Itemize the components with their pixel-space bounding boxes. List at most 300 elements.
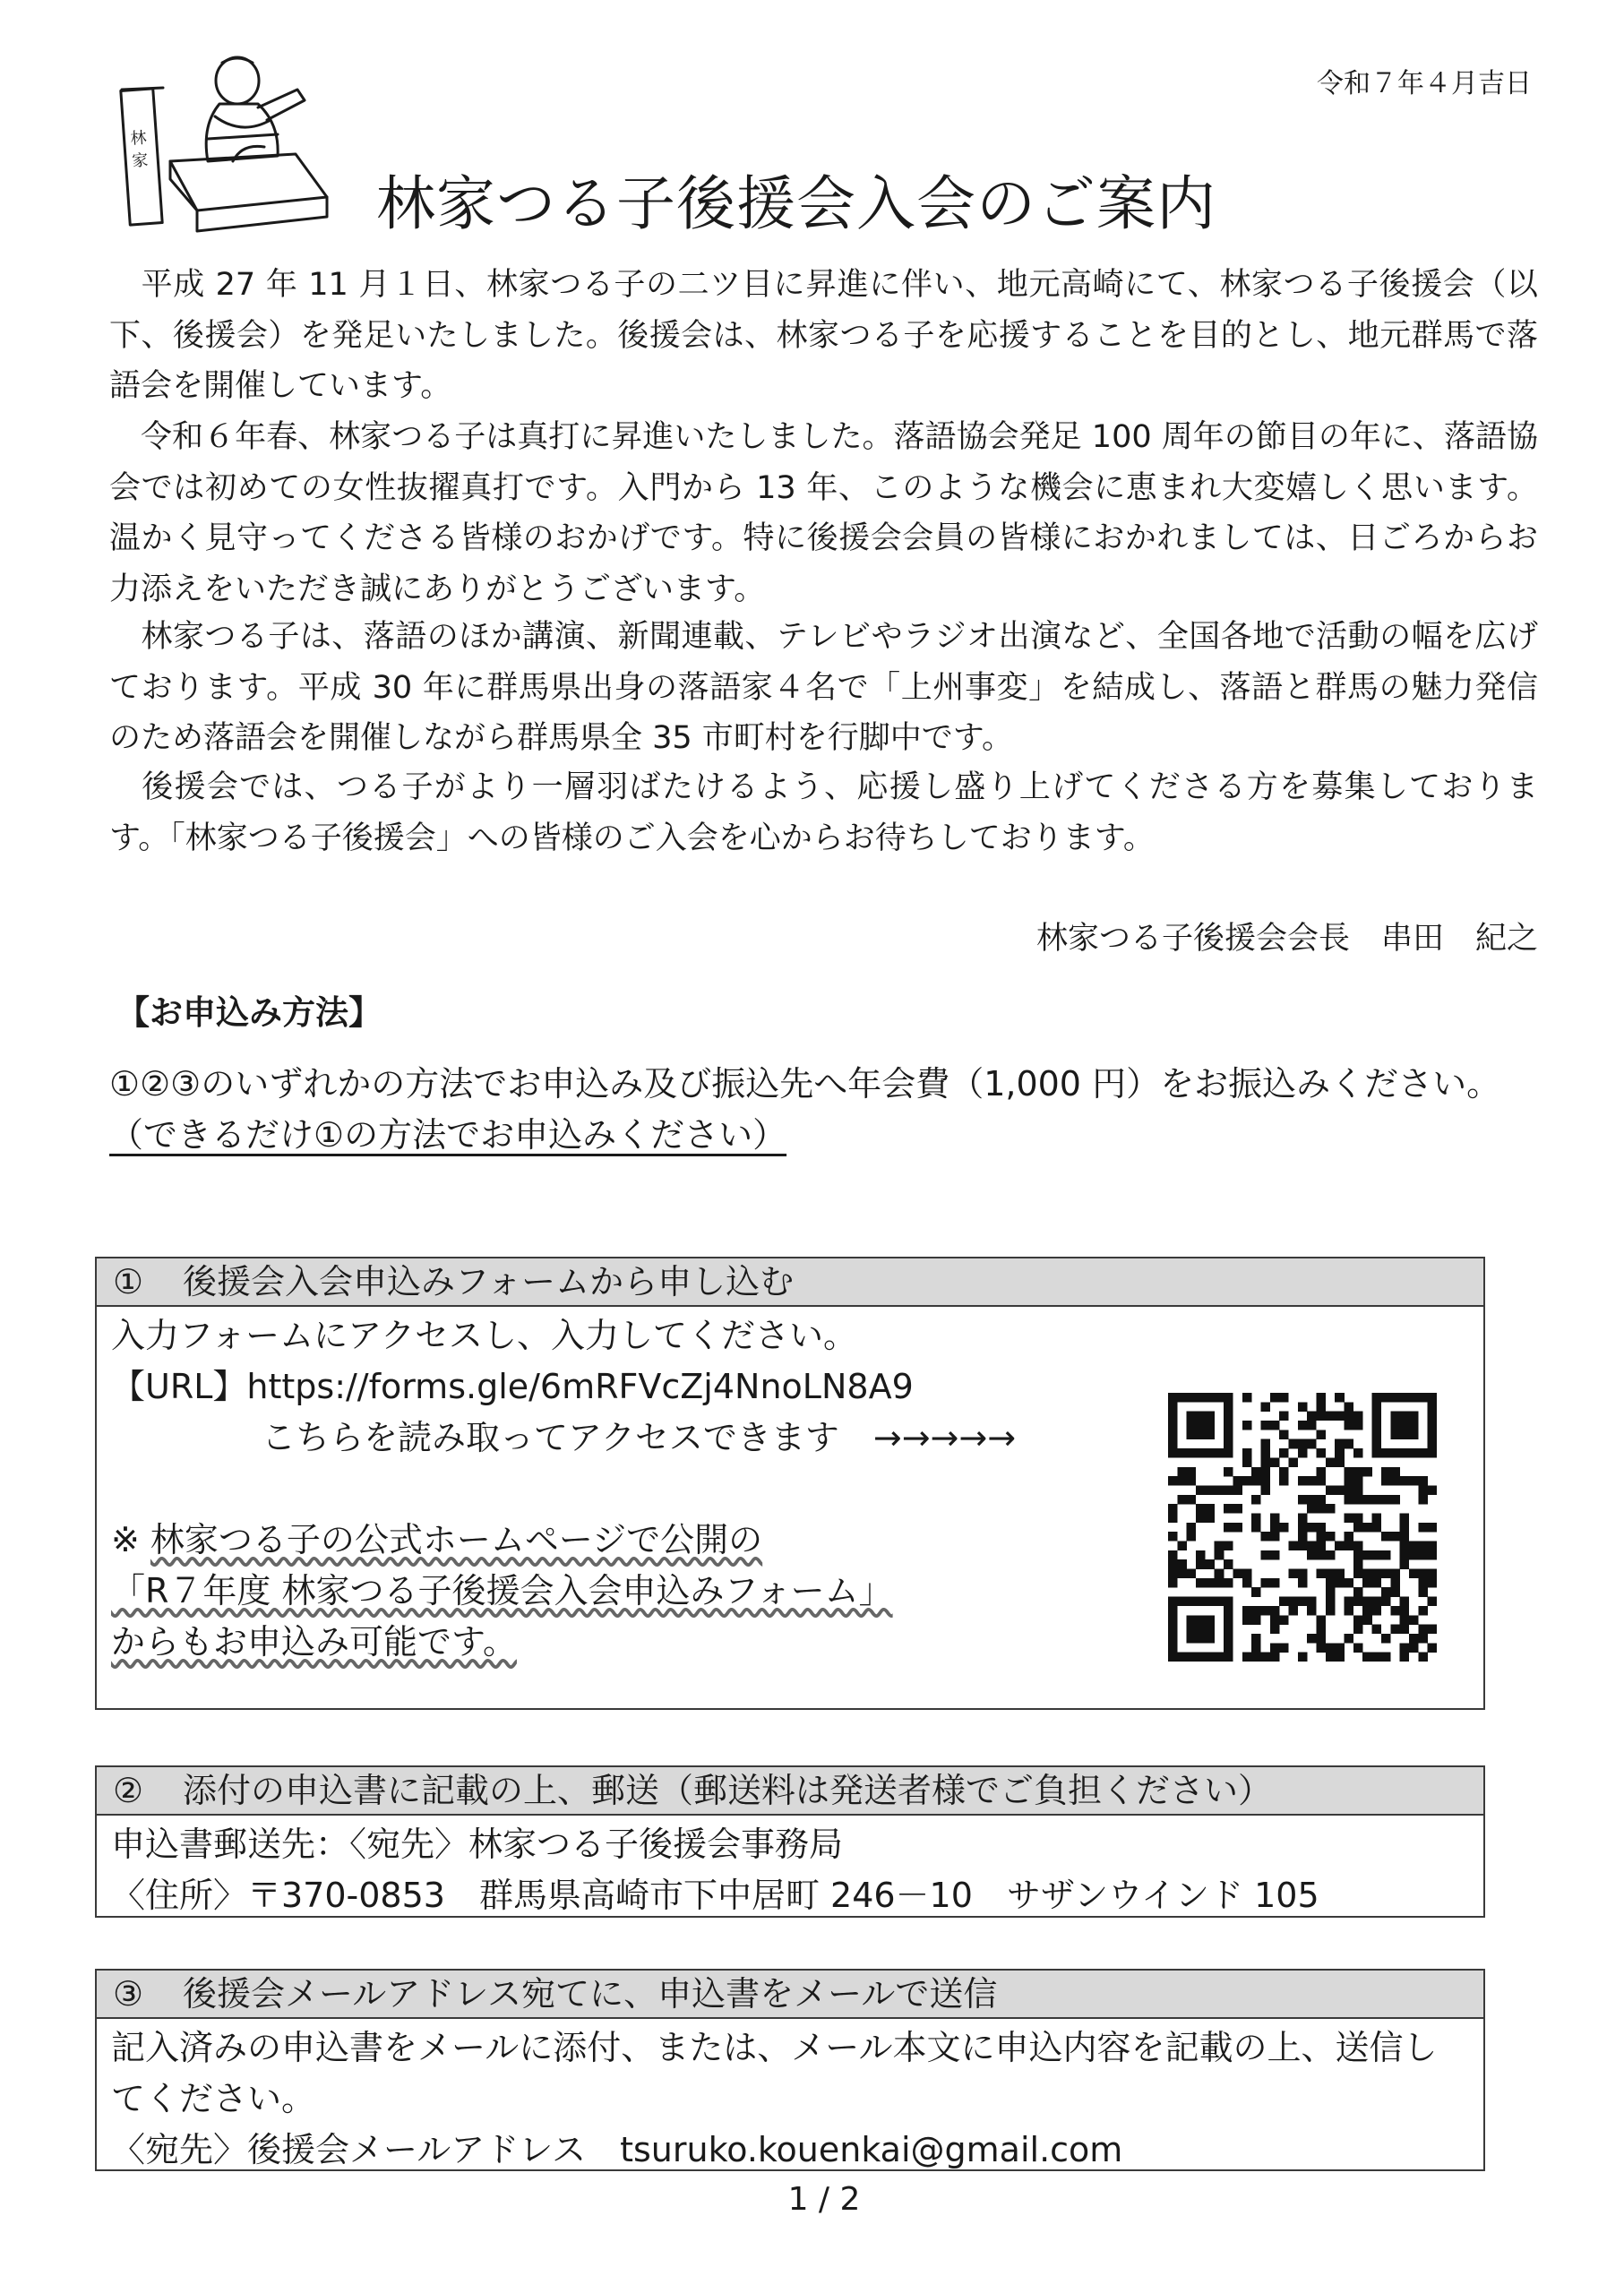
qr-module <box>1372 1653 1382 1662</box>
qr-module <box>1353 1569 1363 1579</box>
qr-module <box>1298 1569 1308 1579</box>
qr-module <box>1224 1542 1233 1551</box>
qr-module <box>1372 1550 1382 1560</box>
qr-module <box>1418 1606 1428 1616</box>
qr-module <box>1279 1643 1289 1653</box>
qr-module <box>1353 1643 1363 1653</box>
qr-module <box>1307 1504 1317 1514</box>
qr-module <box>1288 1569 1298 1579</box>
qr-module <box>1400 1625 1410 1635</box>
qr-module <box>1187 1430 1197 1439</box>
qr-module <box>1317 1523 1327 1533</box>
intro-paragraph-2: 令和６年春、林家つる子は真打に昇進いたしました。落語協会発足 100 周年の節目の年に、落語協会では初めての女性抜擢真打です。入門から 13 年、このような機会に恵まれ大変嬉しく思います。温かく見守ってくださる皆様のおかげです。特に後援会会員の皆様におかれましては、日ごろからお力添えをいただき誠にありがとうございます。 <box>109 419 1538 607</box>
qr-module <box>1390 1467 1400 1477</box>
application-intro-note: （できるだけ①の方法でお申込みください） <box>109 1115 787 1155</box>
qr-module <box>1205 1578 1215 1588</box>
method-2-box <box>95 1765 1485 1918</box>
qr-module <box>1187 1569 1197 1579</box>
qr-module <box>1362 1606 1372 1616</box>
qr-module <box>1270 1523 1280 1533</box>
qr-module <box>1317 1495 1327 1505</box>
qr-module <box>1251 1643 1261 1653</box>
form-url-link[interactable]: https://forms.gle/6mRFVcZj4NnoLN8A9 <box>246 1367 914 1406</box>
qr-module <box>1409 1643 1419 1653</box>
qr-module <box>1317 1402 1327 1412</box>
qr-module <box>1242 1421 1252 1430</box>
qr-module <box>1196 1421 1206 1430</box>
qr-module <box>1345 1542 1354 1551</box>
qr-module <box>1224 1485 1233 1495</box>
qr-module <box>1168 1430 1178 1439</box>
qr-module <box>1400 1559 1410 1569</box>
qr-module <box>1335 1457 1345 1467</box>
qr-module <box>1362 1597 1372 1607</box>
qr-module <box>1428 1597 1437 1607</box>
qr-module <box>1317 1448 1327 1458</box>
qr-module <box>1187 1634 1197 1644</box>
qr-module <box>1224 1412 1233 1421</box>
qr-module <box>1196 1430 1206 1439</box>
qr-module <box>1418 1495 1428 1505</box>
qr-module <box>1390 1625 1400 1635</box>
qr-module <box>1372 1393 1382 1403</box>
qr-module <box>1345 1421 1354 1430</box>
qr-module <box>1381 1476 1391 1486</box>
qr-module <box>1353 1542 1363 1551</box>
qr-module <box>1260 1606 1270 1616</box>
qr-module <box>1205 1597 1215 1607</box>
qr-module <box>1260 1448 1270 1458</box>
qr-module <box>1270 1393 1280 1403</box>
method-3-title: 後援会メールアドレス宛てに、申込書をメールで送信 <box>183 1974 998 2014</box>
qr-module <box>1205 1448 1215 1458</box>
qr-module <box>1400 1513 1410 1523</box>
qr-module <box>1400 1393 1410 1403</box>
qr-module <box>1177 1653 1187 1662</box>
qr-module <box>1205 1430 1215 1439</box>
qr-module <box>1428 1625 1437 1635</box>
qr-module <box>1168 1421 1178 1430</box>
qr-module <box>1168 1615 1178 1625</box>
qr-module <box>1224 1625 1233 1635</box>
qr-module <box>1177 1393 1187 1403</box>
qr-module <box>1260 1402 1270 1412</box>
qr-module <box>1242 1457 1252 1467</box>
qr-module <box>1390 1412 1400 1421</box>
qr-module <box>1390 1587 1400 1597</box>
qr-module <box>1381 1569 1391 1579</box>
qr-module <box>1418 1550 1428 1560</box>
qr-module <box>1279 1430 1289 1439</box>
qr-module <box>1362 1569 1372 1579</box>
qr-module <box>1168 1597 1178 1607</box>
qr-module <box>1242 1476 1252 1486</box>
qr-module <box>1233 1476 1242 1486</box>
qr-module <box>1428 1569 1437 1579</box>
qr-module <box>1242 1653 1252 1662</box>
qr-module <box>1168 1393 1178 1403</box>
qr-module <box>1409 1615 1419 1625</box>
qr-module <box>1390 1606 1400 1616</box>
qr-module <box>1251 1513 1261 1523</box>
qr-module <box>1196 1578 1206 1588</box>
qr-module <box>1428 1523 1437 1533</box>
qr-module <box>1196 1597 1206 1607</box>
qr-module <box>1335 1578 1345 1588</box>
qr-module <box>1400 1523 1410 1533</box>
qr-module <box>1260 1550 1270 1560</box>
qr-module <box>1168 1504 1178 1514</box>
qr-module <box>1345 1513 1354 1523</box>
qr-module <box>1345 1402 1354 1412</box>
method-2-number: ② <box>113 1771 144 1810</box>
qr-module <box>1215 1393 1224 1403</box>
qr-module <box>1428 1485 1437 1495</box>
qr-module <box>1260 1467 1270 1477</box>
qr-module <box>1335 1542 1345 1551</box>
qr-module <box>1224 1504 1233 1514</box>
qr-module <box>1205 1559 1215 1569</box>
homepage-note-line-3: からもお申込み可能です。 <box>111 1622 517 1662</box>
qr-module <box>1177 1476 1187 1486</box>
qr-module <box>1224 1606 1233 1616</box>
qr-module <box>1353 1467 1363 1477</box>
qr-module <box>1428 1550 1437 1560</box>
qr-module <box>1260 1476 1270 1486</box>
qr-module <box>1187 1421 1197 1430</box>
qr-module <box>1335 1653 1345 1662</box>
qr-module <box>1205 1412 1215 1421</box>
qr-module <box>1409 1569 1419 1579</box>
qr-module <box>1353 1615 1363 1625</box>
qr-module <box>1409 1393 1419 1403</box>
intro-paragraph-4: 後援会では、つる子がより一層羽ばたけるよう、応援し盛り上げてくださる方を募集しております。「林家つる子後援会」への皆様のご入会を心からお待ちしております。 <box>109 769 1538 856</box>
qr-module <box>1260 1653 1270 1662</box>
qr-module <box>1205 1625 1215 1635</box>
qr-module <box>1168 1569 1178 1579</box>
qr-module <box>1224 1467 1233 1477</box>
qr-module <box>1317 1467 1327 1477</box>
qr-module <box>1168 1550 1178 1560</box>
qr-module <box>1400 1476 1410 1486</box>
qr-module <box>1400 1653 1410 1662</box>
qr-module <box>1215 1485 1224 1495</box>
method-2-title: 添付の申込書に記載の上、郵送（郵送料は発送者様でご負担ください） <box>183 1771 1273 1810</box>
qr-module <box>1326 1606 1336 1616</box>
qr-module <box>1362 1495 1372 1505</box>
qr-module <box>1345 1485 1354 1495</box>
qr-module <box>1400 1421 1410 1430</box>
qr-module <box>1372 1625 1382 1635</box>
application-intro-text: ①②③のいずれかの方法でお申込み及び振込先へ年会費（1,000 円）をお振込みください。 <box>109 1064 1501 1104</box>
qr-module <box>1224 1402 1233 1412</box>
qr-module <box>1362 1523 1372 1533</box>
qr-module <box>1353 1448 1363 1458</box>
qr-module <box>1335 1448 1345 1458</box>
qr-module <box>1400 1532 1410 1542</box>
qr-module <box>1409 1421 1419 1430</box>
qr-module <box>1205 1615 1215 1625</box>
qr-module <box>1372 1495 1382 1505</box>
qr-module <box>1224 1653 1233 1662</box>
qr-module <box>1390 1578 1400 1588</box>
qr-module <box>1353 1559 1363 1569</box>
qr-module <box>1298 1542 1308 1551</box>
qr-module <box>1353 1412 1363 1421</box>
qr-module <box>1233 1569 1242 1579</box>
qr-module <box>1168 1625 1178 1635</box>
qr-module <box>1187 1448 1197 1458</box>
qr-module <box>1270 1550 1280 1560</box>
qr-module <box>1326 1587 1336 1597</box>
qr-module <box>1215 1569 1224 1579</box>
qr-module <box>1251 1495 1261 1505</box>
email-destination: 〈宛先〉後援会メールアドレス tsuruko.kouenkai@gmail.com <box>111 2130 1123 2169</box>
qr-module <box>1196 1634 1206 1644</box>
qr-module <box>1298 1597 1308 1607</box>
qr-module <box>1270 1643 1280 1653</box>
qr-module <box>1224 1523 1233 1533</box>
qr-module <box>1224 1439 1233 1449</box>
qr-code[interactable] <box>1168 1393 1437 1662</box>
qr-module <box>1187 1523 1197 1533</box>
qr-module <box>1270 1421 1280 1430</box>
qr-module <box>1215 1542 1224 1551</box>
qr-module <box>1260 1532 1270 1542</box>
qr-module <box>1168 1513 1178 1523</box>
qr-module <box>1400 1643 1410 1653</box>
qr-module <box>1390 1448 1400 1458</box>
qr-module <box>1205 1485 1215 1495</box>
qr-module <box>1177 1542 1187 1551</box>
qr-module <box>1326 1569 1336 1579</box>
qr-module <box>1372 1402 1382 1412</box>
qr-module <box>1196 1393 1206 1403</box>
qr-module <box>1205 1634 1215 1644</box>
qr-module <box>1418 1393 1428 1403</box>
qr-module <box>1177 1597 1187 1607</box>
qr-module <box>1335 1393 1345 1403</box>
qr-module <box>1196 1504 1206 1514</box>
method-1-title: 後援会入会申込みフォームから申し込む <box>183 1262 795 1301</box>
method-1-heading <box>97 1258 1483 1307</box>
qr-module <box>1270 1606 1280 1616</box>
qr-module <box>1428 1421 1437 1430</box>
qr-module <box>1317 1615 1327 1625</box>
qr-module <box>1317 1430 1327 1439</box>
qr-module <box>1418 1578 1428 1588</box>
qr-module <box>1270 1457 1280 1467</box>
qr-module <box>1205 1653 1215 1662</box>
qr-module <box>1353 1597 1363 1607</box>
qr-module <box>1196 1559 1206 1569</box>
qr-module <box>1224 1430 1233 1439</box>
qr-module <box>1251 1467 1261 1477</box>
qr-module <box>1215 1578 1224 1588</box>
qr-module <box>1298 1495 1308 1505</box>
qr-module <box>1196 1625 1206 1635</box>
qr-module <box>1187 1467 1197 1477</box>
qr-module <box>1326 1550 1336 1560</box>
rakugo-performer-illustration <box>107 54 340 242</box>
qr-module <box>1270 1615 1280 1625</box>
qr-module <box>1317 1542 1327 1551</box>
qr-module <box>1381 1448 1391 1458</box>
email-instruction: 記入済みの申込書をメールに添付、または、メール本文に申込内容を記載の上、送信してください。 <box>111 2028 1438 2118</box>
qr-module <box>1372 1523 1382 1533</box>
qr-module <box>1196 1513 1206 1523</box>
qr-module <box>1418 1634 1428 1644</box>
qr-module <box>1270 1513 1280 1523</box>
qr-module <box>1298 1578 1308 1588</box>
qr-module <box>1372 1439 1382 1449</box>
qr-module <box>1317 1625 1327 1635</box>
qr-module <box>1168 1559 1178 1569</box>
mailing-destination: 申込書郵送先：〈宛先〉林家つる子後援会事務局 <box>111 1825 844 1864</box>
qr-module <box>1215 1448 1224 1458</box>
qr-module <box>1381 1467 1391 1477</box>
qr-module <box>1298 1513 1308 1523</box>
qr-module <box>1372 1597 1382 1607</box>
qr-module <box>1400 1550 1410 1560</box>
qr-module <box>1353 1513 1363 1523</box>
qr-module <box>1372 1421 1382 1430</box>
qr-module <box>1224 1421 1233 1430</box>
qr-module <box>1251 1523 1261 1533</box>
qr-module <box>1187 1393 1197 1403</box>
intro-paragraph-3: 林家つる子は、落語のほか講演、新聞連載、テレビやラジオ出演など、全国各地で活動の幅を広げております。平成 30 年に群馬県出身の落語家４名で「上州事変」を結成し、落語と群馬の魅力発信のため落語会を開催しながら群馬県全 35 市町村を行脚中です。 <box>109 619 1538 756</box>
qr-module <box>1390 1430 1400 1439</box>
qr-module <box>1307 1439 1317 1449</box>
qr-module <box>1205 1504 1215 1514</box>
qr-module <box>1353 1625 1363 1635</box>
qr-module <box>1400 1542 1410 1551</box>
qr-module <box>1242 1448 1252 1458</box>
qr-module <box>1317 1476 1327 1486</box>
qr-module <box>1345 1578 1354 1588</box>
qr-module <box>1307 1476 1317 1486</box>
qr-module <box>1187 1532 1197 1542</box>
qr-module <box>1307 1412 1317 1421</box>
qr-module <box>1168 1578 1178 1588</box>
qr-module <box>1372 1569 1382 1579</box>
qr-module <box>1345 1495 1354 1505</box>
qr-module <box>1224 1634 1233 1644</box>
qr-module <box>1307 1634 1317 1644</box>
qr-module <box>1196 1448 1206 1458</box>
method-3-number: ③ <box>113 1974 144 2014</box>
qr-module <box>1307 1597 1317 1607</box>
svg-text:家: 家 <box>131 150 150 171</box>
qr-module <box>1187 1653 1197 1662</box>
qr-module <box>1279 1448 1289 1458</box>
qr-module <box>1307 1550 1317 1560</box>
qr-module <box>1251 1615 1261 1625</box>
qr-module <box>1362 1550 1372 1560</box>
qr-module <box>1168 1402 1178 1412</box>
qr-module <box>1335 1569 1345 1579</box>
qr-module <box>1168 1606 1178 1616</box>
qr-module <box>1279 1615 1289 1625</box>
qr-module <box>1196 1412 1206 1421</box>
qr-module <box>1400 1615 1410 1625</box>
qr-module <box>1326 1578 1336 1588</box>
qr-module <box>1317 1643 1327 1653</box>
qr-module <box>1372 1448 1382 1458</box>
document-date: 令和７年４月吉日 <box>1317 68 1532 99</box>
qr-module <box>1187 1597 1197 1607</box>
qr-module <box>1279 1523 1289 1533</box>
qr-module <box>1362 1578 1372 1588</box>
qr-module <box>1418 1542 1428 1551</box>
qr-module <box>1381 1587 1391 1597</box>
qr-module <box>1177 1559 1187 1569</box>
qr-module <box>1205 1513 1215 1523</box>
signature: 林家つる子後援会会長 串田 紀之 <box>1035 921 1538 957</box>
qr-module <box>1260 1485 1270 1495</box>
qr-module <box>1353 1476 1363 1486</box>
qr-module <box>1233 1504 1242 1514</box>
qr-module <box>1362 1653 1372 1662</box>
qr-module <box>1215 1550 1224 1560</box>
qr-module <box>1317 1634 1327 1644</box>
qr-module <box>1288 1542 1298 1551</box>
qr-module <box>1260 1439 1270 1449</box>
qr-module <box>1372 1578 1382 1588</box>
qr-module <box>1317 1393 1327 1403</box>
qr-module <box>1390 1532 1400 1542</box>
method-1-number: ① <box>113 1262 144 1301</box>
qr-module <box>1409 1448 1419 1458</box>
qr-module <box>1242 1606 1252 1616</box>
qr-module <box>1233 1523 1242 1533</box>
qr-module <box>1168 1448 1178 1458</box>
qr-module <box>1270 1578 1280 1588</box>
qr-module <box>1326 1485 1336 1495</box>
qr-module <box>1400 1430 1410 1439</box>
homepage-note-text-1: 林家つる子の公式ホームページで公開の <box>150 1520 763 1559</box>
method-3-heading <box>97 1971 1483 2019</box>
qr-module <box>1260 1421 1270 1430</box>
qr-module <box>1418 1653 1428 1662</box>
qr-module <box>1187 1495 1197 1505</box>
qr-module <box>1307 1523 1317 1533</box>
mailing-address: 〈住所〉〒370-0853 群馬県高崎市下中居町 246－10 サザンウインド 105 <box>111 1876 1319 1915</box>
qr-module <box>1326 1504 1336 1514</box>
method-3-box <box>95 1969 1485 2171</box>
qr-module <box>1224 1578 1233 1588</box>
qr-module <box>1428 1439 1437 1449</box>
qr-module <box>1260 1578 1270 1588</box>
qr-module <box>1428 1412 1437 1421</box>
qr-module <box>1168 1634 1178 1644</box>
method-2-body <box>97 1816 1483 1921</box>
qr-module <box>1390 1476 1400 1486</box>
svg-text:林: 林 <box>129 128 148 149</box>
qr-module <box>1326 1457 1336 1467</box>
qr-module <box>1224 1597 1233 1607</box>
qr-module <box>1168 1532 1178 1542</box>
qr-module <box>1279 1476 1289 1486</box>
qr-module <box>1187 1412 1197 1421</box>
qr-module <box>1224 1643 1233 1653</box>
qr-module <box>1372 1513 1382 1523</box>
qr-module <box>1288 1597 1298 1607</box>
qr-module <box>1390 1495 1400 1505</box>
qr-module <box>1381 1597 1391 1607</box>
qr-module <box>1270 1532 1280 1542</box>
method-1-box <box>95 1257 1485 1710</box>
